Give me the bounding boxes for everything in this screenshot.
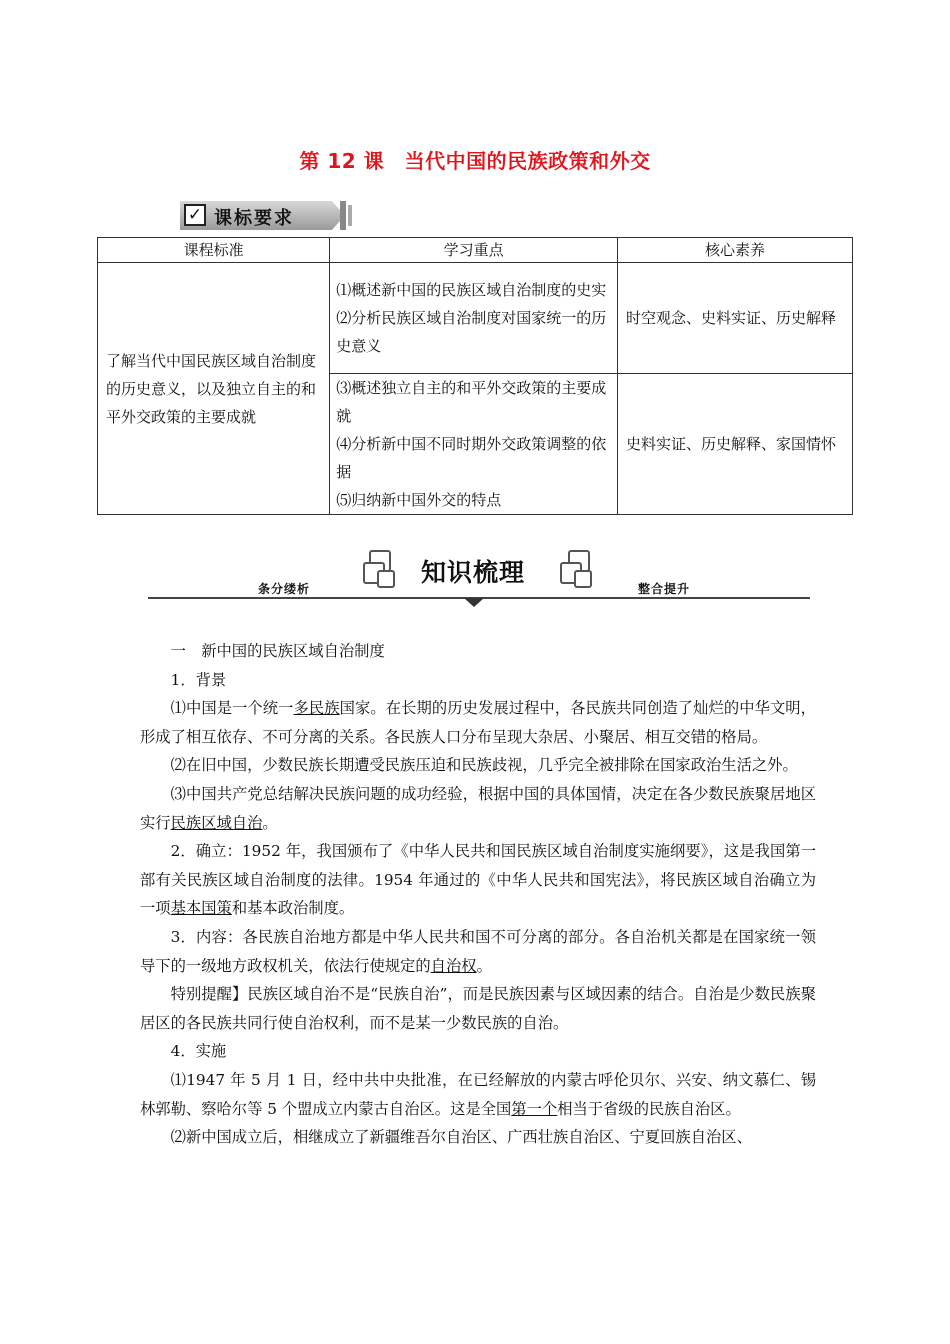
focus-item: ⑸归纳新中国外交的特点 — [336, 491, 502, 509]
squares-icon — [363, 550, 401, 590]
focus-cell-2 — [330, 374, 618, 515]
focus-item: ⑷分析新中国不同时期外交政策调整的依据 — [336, 435, 607, 481]
underlined-term: 自治权 — [430, 956, 477, 975]
main-content — [140, 637, 816, 1152]
down-triangle-icon — [464, 598, 484, 607]
section-title: 知识梳理 — [421, 558, 526, 587]
squares-icon — [558, 550, 596, 590]
underlined-term: 第一个 — [511, 1099, 558, 1118]
curriculum-banner — [180, 199, 355, 233]
checkbox-icon: ✓ — [184, 204, 206, 226]
knowledge-section-header — [148, 550, 810, 610]
paragraph: ⑵新中国成立后，相继成立了新疆维吾尔自治区、广西壮族自治区、宁夏回族自治区、 — [170, 1128, 752, 1147]
header-focus: 学习重点 — [330, 238, 618, 263]
header-literacy: 核心素养 — [617, 238, 852, 263]
focus-item: ⑴概述新中国的民族区域自治制度的史实 — [336, 281, 607, 299]
section-left-caption: 条分缕析 — [258, 582, 311, 596]
banner-stripe — [348, 205, 352, 226]
paragraph: ⑴1947 年 5 月 1 日，经中共中央批准，在已经解放的内蒙古呼伦贝尔、兴安、纳文慕仁、锡林郭勒、察哈尔等 5 个盟成立内蒙古自治区。这是全国第一个相当于省级的民族自治区。 — [140, 1070, 816, 1118]
paragraph: ⑴中国是一个统一多民族国家。在长期的历史发展过程中，各民族共同创造了灿烂的中华文明，形成了相互依存、不可分离的关系。各民族人口分布呈现大杂居、小聚居、相互交错的格局。 — [140, 699, 816, 746]
lesson-title: 第 12 课 当代中国的民族政策和外交 — [299, 149, 651, 173]
curriculum-table — [97, 237, 853, 515]
paragraph: 3．内容：各民族自治地方都是中华人民共和国不可分离的部分。各自治机关都是在国家统一领导下的一级地方政权机关，依法行使规定的自治权。 — [140, 927, 816, 975]
underlined-term: 民族区域自治 — [170, 813, 263, 832]
focus-item: ⑶概述独立自主的和平外交政策的主要成就 — [336, 379, 607, 425]
subheading-implementation: 4．实施 — [170, 1042, 227, 1061]
header-standard: 课程标准 — [98, 238, 330, 263]
subheading-background: 1．背景 — [170, 670, 227, 689]
banner-label: 课标要求 — [214, 208, 294, 229]
focus-cell-1 — [330, 263, 618, 374]
special-reminder: 特别提醒】民族区域自治不是“民族自治”，而是民族因素与区域因素的结合。自治是少数民族聚居区的各民族共同行使自治权利，而不是某一少数民族的自治。 — [140, 985, 816, 1032]
paragraph: ⑶中国共产党总结解决民族问题的成功经验，根据中国的具体国情，决定在各少数民族聚居地区实行民族区域自治。 — [140, 784, 816, 832]
paragraph: 2．确立：1952 年，我国颁布了《中华人民共和国民族区域自治制度实施纲要》，这是我国第一部有关民族区域自治制度的法律。1954 年通过的《中华人民共和国宪法》，将民族区域自治确立为一项基本国策和基本政治制度。 — [140, 842, 816, 918]
paragraph: ⑵在旧中国，少数民族长期遭受民族压迫和民族歧视，几乎完全被排除在国家政治生活之外。 — [170, 756, 798, 775]
section-right-caption: 整合提升 — [638, 582, 691, 596]
literacy-cell-2: 史料实证、历史解释、家国情怀 — [617, 374, 852, 515]
standard-cell: 了解当代中国民族区域自治制度的历史意义，以及独立自主的和平外交政策的主要成就 — [98, 263, 330, 515]
literacy-cell-1: 时空观念、史料实证、历史解释 — [617, 263, 852, 374]
banner-stripe — [340, 201, 346, 230]
table-row — [98, 263, 853, 374]
underlined-term: 基本国策 — [170, 899, 232, 918]
table-header-row — [98, 238, 853, 263]
focus-item: ⑵分析民族区域自治制度对国家统一的历史意义 — [336, 309, 607, 355]
underlined-term: 多民族 — [293, 699, 340, 718]
heading-1: 一 新中国的民族区域自治制度 — [170, 642, 385, 660]
